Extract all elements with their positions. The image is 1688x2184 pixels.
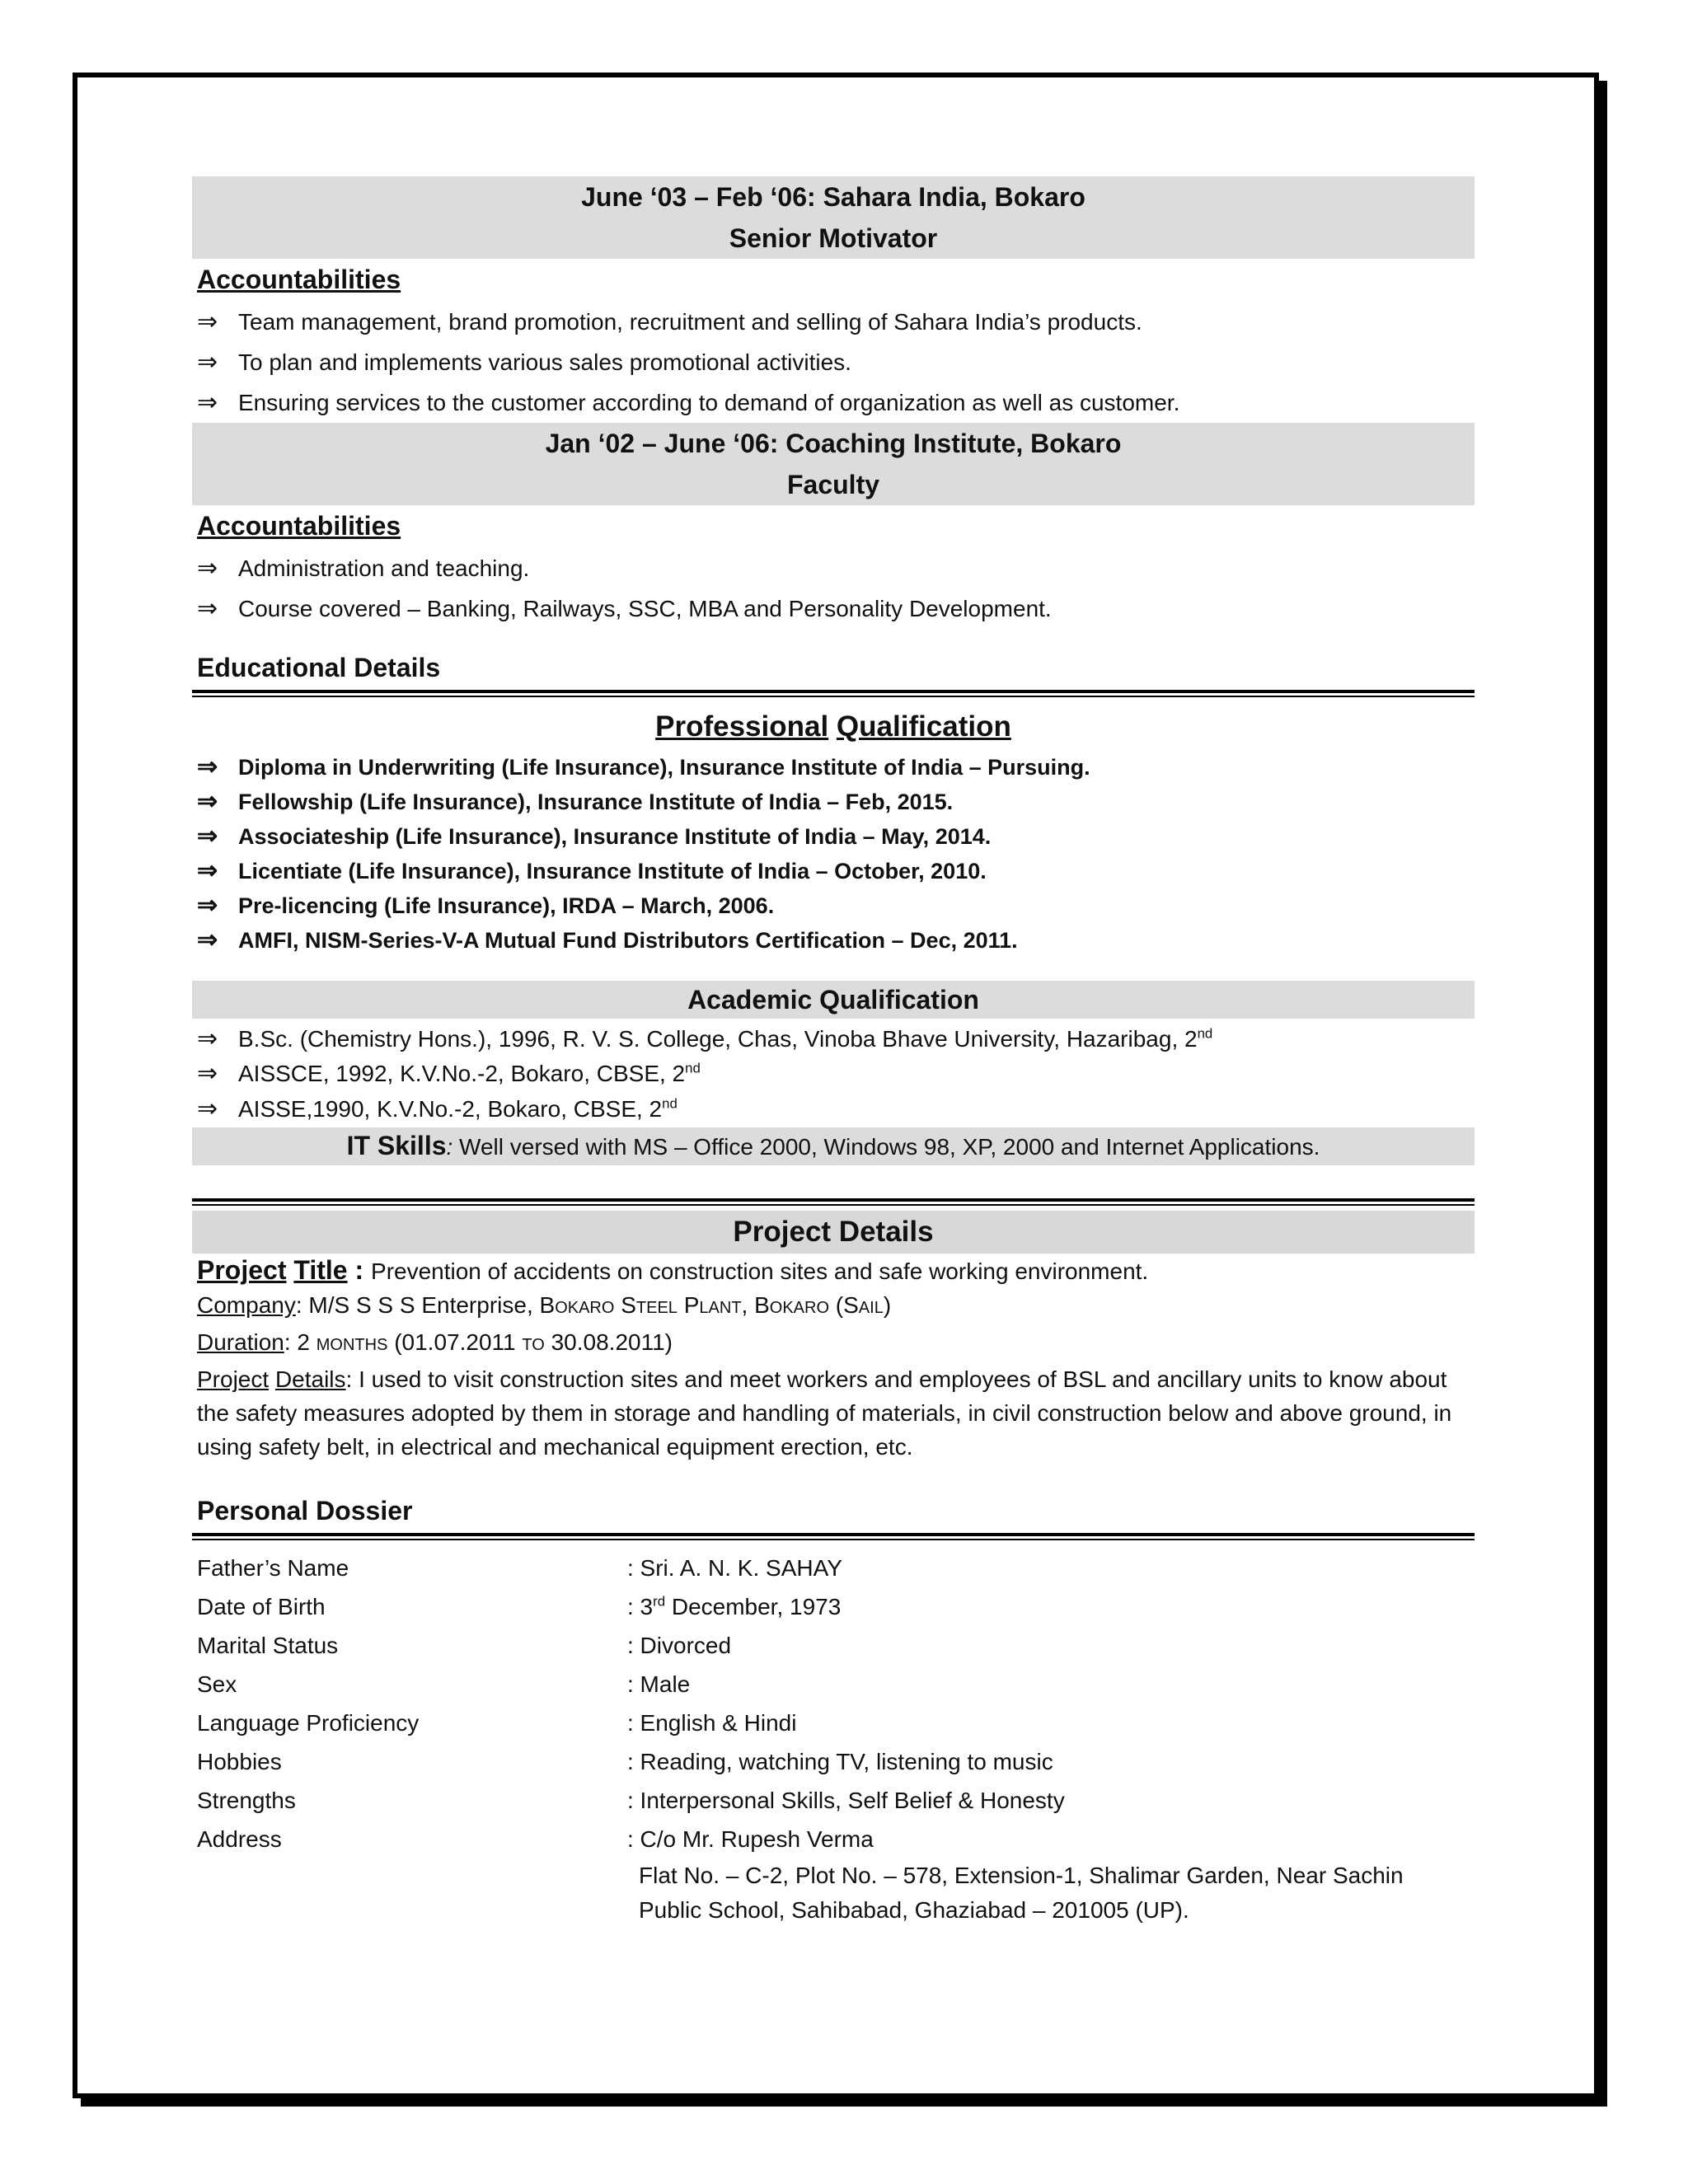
section-divider: [192, 1533, 1475, 1540]
list-item: ⇒ Administration and teaching.: [192, 548, 1475, 588]
academic-qualification-list: [192, 1022, 1475, 1127]
personal-details-table: [192, 1549, 1475, 1928]
professional-qualification-list: [192, 750, 1475, 958]
table-row: Father’s Name : Sri. A. N. K. SAHAY: [197, 1555, 842, 1581]
list-item: ⇒ AMFI, NISM-Series-V-A Mutual Fund Distributors Certification – Dec, 2011.: [192, 923, 1475, 958]
list-item: ⇒ B.Sc. (Chemistry Hons.), 1996, R. V. S. College, Chas, Vinoba Bhave University, Hazaribag, 2nd: [192, 1022, 1475, 1057]
list-item: ⇒ Associateship (Life Insurance), Insurance Institute of India – May, 2014.: [192, 819, 1475, 854]
professional-qualification-title: Professional Qualification: [655, 710, 1011, 743]
arrow-icon: ⇒: [197, 308, 218, 335]
job-role: Senior Motivator: [729, 223, 938, 253]
list-item: ⇒ Ensuring services to the customer according to demand of organization as well as customer.: [192, 382, 1475, 423]
project-title: Project Title : Prevention of accidents on construction sites and safe working environment.: [197, 1255, 1149, 1285]
arrow-icon: ⇒: [197, 788, 218, 815]
arrow-icon: ⇒: [197, 823, 218, 850]
project-description: Project Details: I used to visit construction sites and meet workers and employees of BSL and ancillary units to know about the safety measures adopted by them in storage and handling of materials, in civil construction below and above ground, in using safety belt, in electrical and mechanical equipment erection, etc.: [197, 1366, 1452, 1460]
list-item: ⇒ Course covered – Banking, Railways, SSC, MBA and Personality Development.: [192, 588, 1475, 629]
table-row: Hobbies : Reading, watching TV, listening to music: [197, 1749, 1053, 1774]
accountabilities-list: [192, 302, 1475, 423]
section-divider: [192, 1198, 1475, 1206]
list-item: ⇒ Pre-licencing (Life Insurance), IRDA – March, 2006.: [192, 888, 1475, 923]
job-period-company: Jan ‘02 – June ‘06: Coaching Institute, Bokaro: [545, 429, 1122, 458]
table-row: Language Proficiency : English & Hindi: [197, 1710, 797, 1736]
arrow-icon: ⇒: [197, 1095, 218, 1122]
job-header: [192, 423, 1475, 505]
project-details-title: Project Details: [192, 1211, 1475, 1254]
accountabilities-heading: Accountabilities: [197, 511, 401, 541]
list-item: ⇒ Diploma in Underwriting (Life Insurance), Insurance Institute of India – Pursuing.: [192, 750, 1475, 785]
arrow-icon: ⇒: [197, 389, 218, 416]
arrow-icon: ⇒: [197, 349, 218, 376]
list-item: ⇒ AISSE,1990, K.V.No.-2, Bokaro, CBSE, 2nd: [192, 1091, 1475, 1127]
project-duration: Duration: 2 MONTHS (01.07.2011 TO 30.08.2011): [197, 1329, 673, 1355]
table-row: [192, 1858, 1475, 1928]
accountabilities-list: [192, 548, 1475, 629]
section-divider: [192, 690, 1475, 697]
arrow-icon: ⇒: [197, 555, 218, 582]
table-row: Date of Birth : 3rd December, 1973: [197, 1593, 842, 1619]
job-header: [192, 176, 1475, 259]
list-item: ⇒ AISSCE, 1992, K.V.No.-2, Bokaro, CBSE, 2nd: [192, 1057, 1475, 1091]
personal-dossier-title: Personal Dossier: [197, 1496, 413, 1526]
list-item: ⇒ Team management, brand promotion, recruitment and selling of Sahara India’s products.: [192, 302, 1475, 342]
educational-details-title: Educational Details: [197, 653, 441, 682]
table-row: Strengths : Interpersonal Skills, Self Belief & Honesty: [197, 1788, 1065, 1813]
list-item: ⇒ Fellowship (Life Insurance), Insurance Institute of India – Feb, 2015.: [192, 785, 1475, 819]
arrow-icon: ⇒: [197, 1025, 218, 1052]
it-skills: IT Skills: Well versed with MS – Office 2000, Windows 98, XP, 2000 and Internet Applications.: [192, 1127, 1475, 1165]
arrow-icon: ⇒: [197, 753, 218, 780]
arrow-icon: ⇒: [197, 595, 218, 622]
academic-qualification-title: Academic Qualification: [192, 981, 1475, 1019]
job-period-company: June ‘03 – Feb ‘06: Sahara India, Bokaro: [581, 182, 1085, 212]
address-continuation: Flat No. – C-2, Plot No. – 578, Extension-1, Shalimar Garden, Near Sachin Public School, Sahibabad, Ghaziabad – 201005 (UP).: [639, 1863, 1404, 1923]
arrow-icon: ⇒: [197, 1060, 218, 1087]
table-row: Address : C/o Mr. Rupesh Verma: [197, 1826, 874, 1852]
resume-content: [192, 176, 1475, 1928]
arrow-icon: ⇒: [197, 857, 218, 884]
project-details: [192, 1254, 1475, 1464]
arrow-icon: ⇒: [197, 892, 218, 919]
accountabilities-heading: Accountabilities: [197, 265, 401, 294]
project-company: Company: M/S S S S Enterprise, BOKARO STEEL PLANT, BOKARO (SAIL): [197, 1292, 892, 1318]
arrow-icon: ⇒: [197, 926, 218, 954]
job-role: Faculty: [786, 470, 880, 499]
table-row: Marital Status : Divorced: [197, 1633, 732, 1658]
table-row: Sex : Male: [197, 1671, 691, 1697]
list-item: ⇒ Licentiate (Life Insurance), Insurance Institute of India – October, 2010.: [192, 854, 1475, 888]
list-item: ⇒ To plan and implements various sales promotional activities.: [192, 342, 1475, 382]
